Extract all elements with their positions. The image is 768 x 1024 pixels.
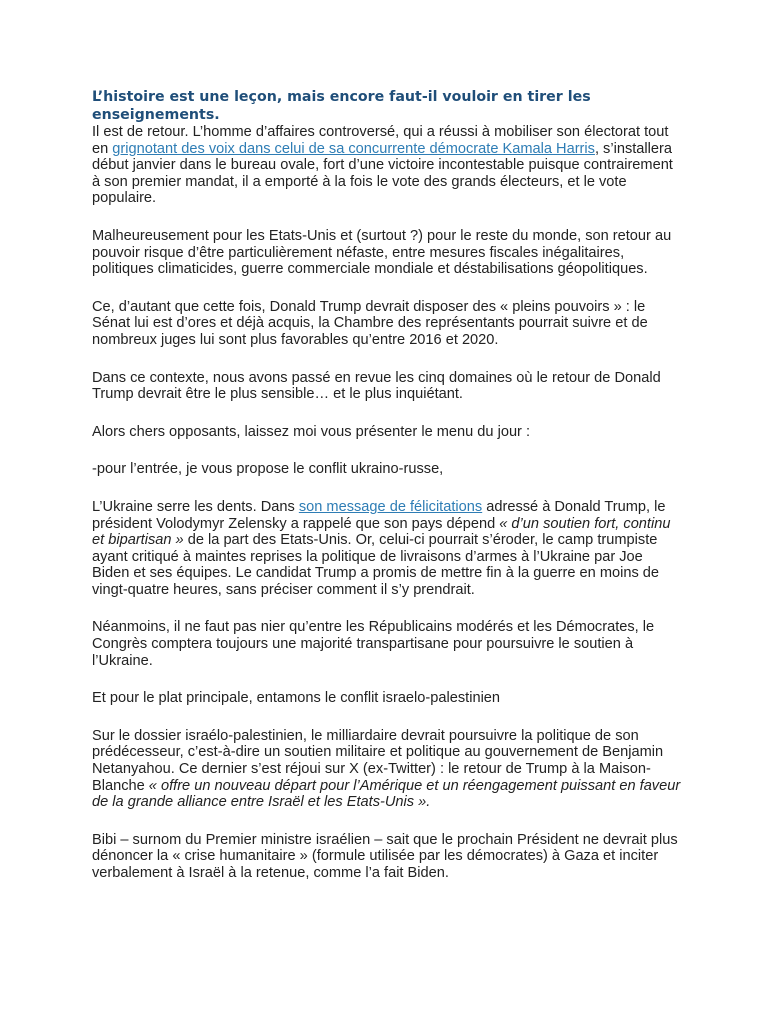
paragraph-7-quote: « d’un soutien fort, continu et bipartisan » — [92, 515, 671, 549]
paragraph-10-text-before: Sur le dossier israélo-palestinien, le milliardaire devrait poursuivre la politique de son prédécesseur, c’est-à-dire un soutien militaire et politique au gouvernement de Benjamin Netanyahou. Ce dernier s’est réjoui sur X (ex-Twitter) : le retour de Trump à la Maison-Blanche — [92, 727, 664, 794]
paragraph-7-text-middle: adressé à Donald Trump, le président Volodymyr Zelensky a rappelé que son pays dépend — [92, 498, 666, 532]
paragraph-11: Bibi – surnom du Premier ministre israélien – sait que le prochain Président ne devrait plus dénoncer la « crise humanitaire » (formule utilisée par les démocrates) à Gaza et inciter verbalement à Israël à la retenue, comme l’a fait Biden. — [92, 831, 678, 881]
paragraph-7-text-after: de la part des Etats-Unis. Or, celui-ci pourrait s’éroder, le camp trumpiste ayant critiqué à maintes reprises la politique de livraisons d’armes à l’Ukraine par Joe Biden et ses équipes. Le candidat Trump a promis de mettre fin à la guerre en moins de vingt-quatre heures, sans préciser comment il s’y prendrait. — [92, 532, 660, 598]
paragraph-7-text-before: L’Ukraine serre les dents. Dans — [92, 498, 299, 515]
paragraph-4: Dans ce contexte, nous avons passé en revue les cinq domaines où le retour de Donald Trump devrait être le plus sensible… et le plus inquiétant. — [92, 369, 661, 403]
paragraph-5: Alors chers opposants, laissez moi vous présenter le menu du jour : — [92, 423, 531, 440]
paragraph-9: Et pour le plat principale, entamons le conflit israelo-palestinien — [92, 690, 501, 707]
paragraph-3: Ce, d’autant que cette fois, Donald Trump devrait disposer des « pleins pouvoirs » : le Sénat lui est d’ores et déjà acquis, la Chambre des représentants pourrait suivre et de nombreux juges lui sont plus favorables qu’entre 2016 et 2020. — [92, 298, 648, 348]
paragraph-2: Malheureusement pour les Etats-Unis et (surtout ?) pour le reste du monde, son retour au pouvoir risque d’être particulièrement néfaste, entre mesures fiscales inégalitaires, politiques climaticides, guerre commerciale mondiale et déstabilisations géopolitiques. — [92, 227, 672, 278]
paragraph-6: -pour l’entrée, je vous propose le conflit ukraino-russe, — [92, 461, 444, 478]
paragraph-1-text-after: , s’installera début janvier dans le bureau ovale, fort d’une victoire incontestable puisque contrairement à son premier mandat, il a emporté à la fois le vote des grands électeurs, et le vote populaire. — [92, 140, 673, 207]
paragraph-1 — [92, 124, 682, 207]
document-page — [92, 88, 682, 903]
paragraph-8: Néanmoins, il ne faut pas nier qu’entre les Républicains modérés et les Démocrates, le Congrès comptera toujours une majorité transpartisane pour poursuivre le soutien à l’Ukraine. — [92, 619, 655, 669]
article-heading: L’histoire est une leçon, mais encore faut-il vouloir en tirer les enseignements. — [92, 89, 591, 123]
paragraph-10-quote: « offre un nouveau départ pour l’Amérique et un réengagement puissant en faveur de la grande alliance entre Israël et les Etats-Unis ». — [92, 777, 681, 811]
link-harris-votes[interactable]: grignotant des voix dans celui de sa concurrente démocrate Kamala Harris — [112, 140, 595, 157]
paragraph-7 — [92, 499, 682, 599]
paragraph-1-text-before: Il est de retour. L’homme d’affaires controversé, qui a réussi à mobiliser son électorat tout en — [92, 124, 669, 157]
link-felicitations-message[interactable]: son message de félicitations — [298, 498, 483, 515]
paragraph-10 — [92, 728, 682, 811]
